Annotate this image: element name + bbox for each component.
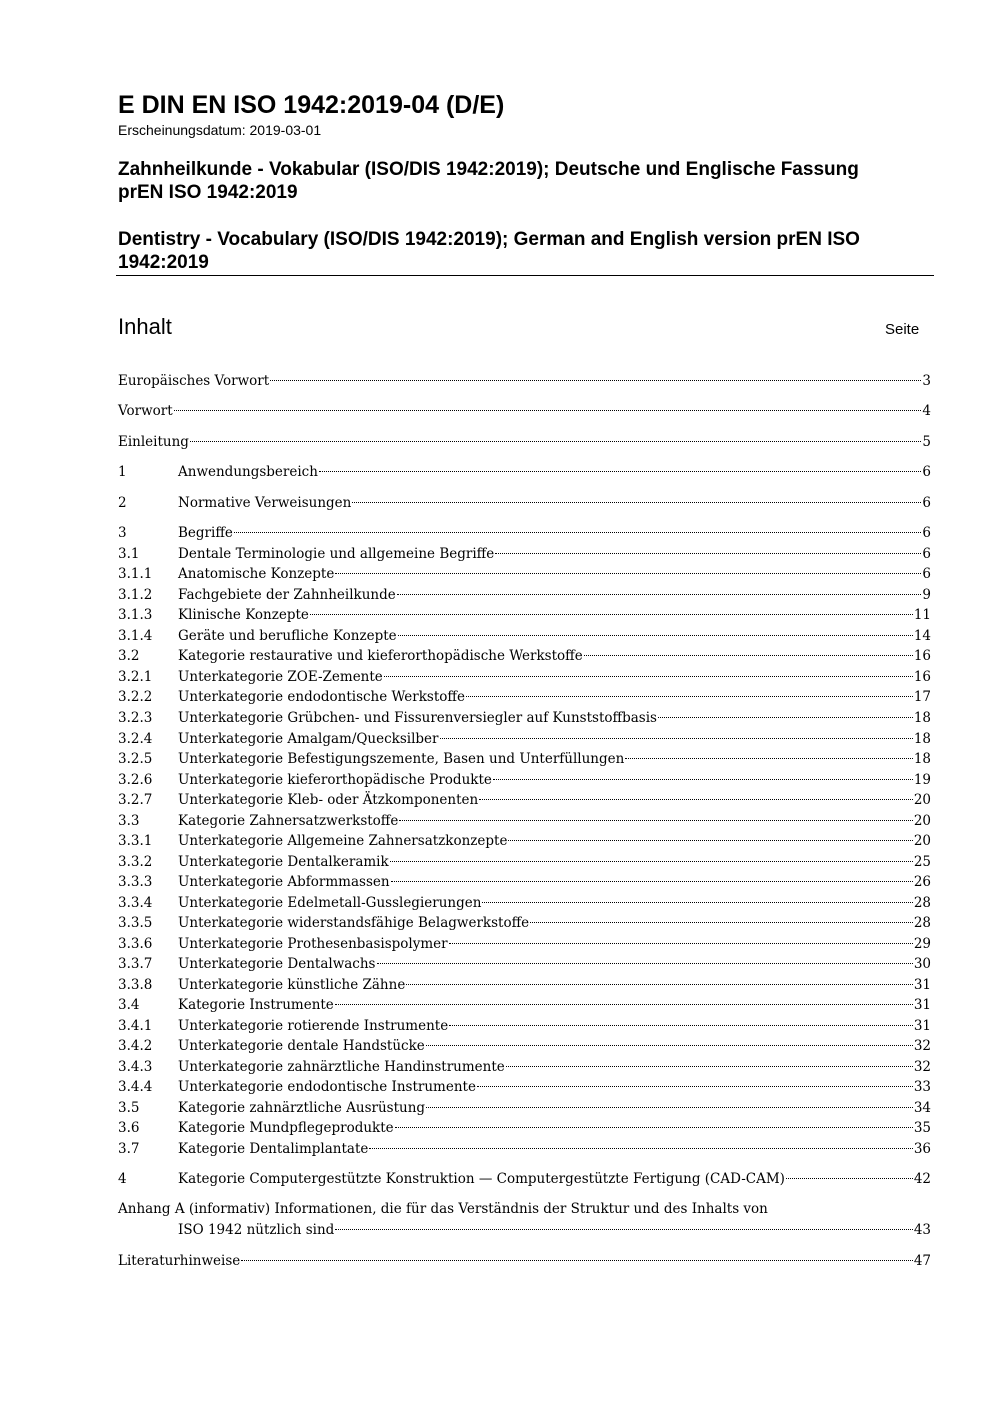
toc-entry-number: 3.3.6 (118, 936, 153, 952)
toc-entry-page: 26 (913, 874, 931, 890)
toc-entry-label: Unterkategorie ZOE-Zemente (178, 669, 383, 685)
leader-dots (426, 1045, 913, 1046)
toc-entry[interactable] (118, 1251, 931, 1271)
toc-entry-number: 3.1.3 (118, 607, 153, 623)
toc-entry[interactable] (118, 872, 931, 892)
toc-entry-label: Unterkategorie Prothesenbasispolymer (178, 936, 448, 952)
toc-entry-number: 3.3.7 (118, 956, 153, 972)
toc-entry-number: 3.1.1 (118, 566, 153, 582)
publication-date: Erscheinungsdatum: 2019-03-01 (118, 122, 322, 138)
toc-entry-number: 3.6 (118, 1120, 140, 1136)
toc-entry-number: 3.2.3 (118, 710, 153, 726)
toc-entry-page: 34 (913, 1100, 931, 1116)
toc-entry-page: 30 (913, 956, 931, 972)
toc-entry-page: 20 (913, 813, 931, 829)
toc-entry[interactable] (118, 811, 931, 831)
leader-dots (384, 676, 913, 677)
toc-entry-label: Kategorie zahnärztliche Ausrüstung (178, 1100, 426, 1116)
toc-entry-number: 3.4.1 (118, 1018, 153, 1034)
toc-entry-number: 3.3.8 (118, 977, 153, 993)
toc-entry-page: 28 (913, 915, 931, 931)
toc-heading: Inhalt (118, 314, 172, 339)
toc-entry-label: Unterkategorie Grübchen- und Fissurenversiegler auf Kunststoffbasis (178, 710, 657, 726)
toc-entry-number: 2 (118, 495, 127, 511)
toc-entry-page: 9 (922, 587, 931, 603)
toc-entry[interactable] (118, 646, 931, 666)
toc-entry-page: 5 (922, 434, 931, 450)
leader-dots (495, 553, 921, 554)
toc-entry[interactable] (118, 708, 931, 728)
toc-entry[interactable] (118, 1016, 931, 1036)
leader-dots (398, 635, 913, 636)
toc-entry-page: 11 (913, 607, 931, 623)
leader-dots (319, 471, 921, 472)
toc-entry-label: Unterkategorie künstliche Zähne (178, 977, 406, 993)
toc-entry-label: Unterkategorie Allgemeine Zahnersatzkonzepte (178, 833, 508, 849)
toc-entry-page: 47 (913, 1253, 931, 1269)
leader-dots (369, 1148, 912, 1149)
toc-entry-label: Klinische Konzepte (178, 607, 309, 623)
toc-entry-page: 29 (913, 936, 931, 952)
toc-entry[interactable] (118, 432, 931, 452)
toc-entry-label: Kategorie Dentalimplantate (178, 1141, 369, 1157)
toc-entry-label: Kategorie Zahnersatzwerkstoffe (178, 813, 399, 829)
toc-entry-number: 3.7 (118, 1141, 140, 1157)
leader-dots (310, 614, 913, 615)
toc-entry-label: ISO 1942 nützlich sind (178, 1222, 335, 1238)
toc-entry-number: 3.5 (118, 1100, 140, 1116)
leader-dots (391, 881, 913, 882)
toc-entry[interactable] (118, 1118, 931, 1138)
leader-dots (335, 1229, 913, 1230)
toc-entry-number: 3.4.3 (118, 1059, 153, 1075)
toc-entry-page: 14 (913, 628, 931, 644)
leader-dots (335, 573, 921, 574)
toc-entry[interactable] (118, 462, 931, 482)
toc-entry[interactable] (118, 893, 931, 913)
toc-entry-label: Normative Verweisungen (178, 495, 352, 511)
leader-dots (270, 380, 921, 381)
leader-dots (190, 441, 921, 442)
leader-dots (397, 594, 922, 595)
toc-entry[interactable] (118, 729, 931, 749)
toc-entry[interactable] (118, 995, 931, 1015)
leader-dots (786, 1178, 913, 1179)
toc-entry-number: 3.3 (118, 813, 140, 829)
toc-entry[interactable] (118, 687, 931, 707)
toc-entry-number: 3.3.3 (118, 874, 153, 890)
toc-entry-label: Begriffe (178, 525, 233, 541)
leader-dots (584, 655, 913, 656)
leader-dots (482, 902, 912, 903)
toc-entry-label: Kategorie restaurative und kieferorthopädische Werkstoffe (178, 648, 583, 664)
toc-entry-number: 3.4 (118, 997, 140, 1013)
toc-entry[interactable] (118, 852, 931, 872)
leader-dots (479, 799, 913, 800)
toc-entry-label: Unterkategorie Befestigungszemente, Basen und Unterfüllungen (178, 751, 625, 767)
toc-entry-number: 4 (118, 1171, 127, 1187)
leader-dots (625, 758, 912, 759)
toc-entry[interactable] (118, 401, 931, 421)
toc-entry-page: 17 (913, 689, 931, 705)
toc-entry[interactable] (118, 493, 931, 513)
toc-entry[interactable] (118, 954, 931, 974)
toc-entry-label: Unterkategorie endodontische Werkstoffe (178, 689, 465, 705)
toc-entry-label: Einleitung (118, 434, 189, 450)
toc-entry-page: 6 (922, 525, 931, 541)
toc-entry-label: Anatomische Konzepte (178, 566, 335, 582)
toc-entry[interactable] (118, 667, 931, 687)
toc-entry-number: 3.2.7 (118, 792, 153, 808)
toc-entry-number: 3.2.1 (118, 669, 153, 685)
leader-dots (493, 779, 913, 780)
toc-entry[interactable] (118, 371, 931, 391)
toc-entry-number: 3.3.5 (118, 915, 153, 931)
leader-dots (530, 922, 913, 923)
toc-entry-number: 3.2.2 (118, 689, 153, 705)
toc-entry[interactable] (118, 831, 931, 851)
toc-entry-number: 3.3.1 (118, 833, 153, 849)
toc-entry-label: Unterkategorie dentale Handstücke (178, 1038, 425, 1054)
page-column-label: Seite (885, 321, 920, 338)
toc-entry[interactable] (118, 1220, 931, 1240)
toc-entry-page: 6 (922, 546, 931, 562)
toc-entry-number: 3.3.4 (118, 895, 153, 911)
toc-entry[interactable] (118, 1169, 931, 1189)
toc-entry[interactable] (118, 1057, 931, 1077)
toc-entry-page: 43 (913, 1222, 931, 1238)
toc-entry-page: 6 (922, 464, 931, 480)
toc-entry-page: 36 (913, 1141, 931, 1157)
toc-entry-page: 3 (922, 373, 931, 389)
german-title (118, 158, 918, 204)
leader-dots (377, 963, 913, 964)
toc-entry-label: Unterkategorie Amalgam/Quecksilber (178, 731, 439, 747)
toc-entry-page: 25 (913, 854, 931, 870)
leader-dots (335, 1004, 913, 1005)
leader-dots (508, 840, 912, 841)
toc-entry-number: 3.2.6 (118, 772, 153, 788)
toc-entry-label: Fachgebiete der Zahnheilkunde (178, 587, 396, 603)
annex-a-title[interactable]: Anhang A (informativ) Informationen, die für das Verständnis der Struktur und des Inhalts von (118, 1201, 768, 1217)
toc-entry[interactable] (118, 975, 931, 995)
title-divider (116, 275, 934, 276)
toc-entry[interactable] (118, 790, 931, 810)
toc-entry-number: 3 (118, 525, 127, 541)
leader-dots (658, 717, 913, 718)
toc-entry-number: 3.2.5 (118, 751, 153, 767)
toc-entry[interactable] (118, 585, 931, 605)
toc-entry-number: 3.2.4 (118, 731, 153, 747)
leader-dots (466, 696, 913, 697)
toc-entry-label: Kategorie Computergestützte Konstruktion — Computergestützte Fertigung (CAD-CAM) (178, 1171, 785, 1187)
toc-entry-page: 31 (913, 977, 931, 993)
toc-entry-page: 18 (913, 731, 931, 747)
leader-dots (390, 861, 913, 862)
toc-entry-page: 6 (922, 495, 931, 511)
toc-entry-page: 4 (922, 403, 931, 419)
toc-entry-label: Unterkategorie endodontische Instrumente (178, 1079, 476, 1095)
toc-entry-page: 32 (913, 1038, 931, 1054)
english-title-line-2: 1942:2019 (118, 252, 209, 273)
toc-entry-number: 3.1 (118, 546, 140, 562)
toc-entry-number: 3.1.4 (118, 628, 153, 644)
toc-entry-label: Unterkategorie Dentalkeramik (178, 854, 389, 870)
toc-entry-label: Literaturhinweise (118, 1253, 241, 1269)
german-title-line-1: Zahnheilkunde - Vokabular (ISO/DIS 1942:2019); Deutsche und Englische Fassung (118, 159, 859, 180)
toc-entry-label: Unterkategorie widerstandsfähige Belagwerkstoffe (178, 915, 530, 931)
leader-dots (406, 984, 913, 985)
toc-entry-page: 6 (922, 566, 931, 582)
toc-entry-number: 3.4.4 (118, 1079, 153, 1095)
toc-entry-number: 3.3.2 (118, 854, 153, 870)
leader-dots (395, 1127, 913, 1128)
toc-entry-label: Kategorie Mundpflegeprodukte (178, 1120, 394, 1136)
leader-dots (426, 1107, 913, 1108)
toc-entry-label: Europäisches Vorwort (118, 373, 270, 389)
leader-dots (174, 410, 922, 411)
toc-entry-label: Unterkategorie Dentalwachs (178, 956, 376, 972)
toc-entry-page: 31 (913, 1018, 931, 1034)
english-title-line-1: Dentistry - Vocabulary (ISO/DIS 1942:2019); German and English version prEN ISO (118, 229, 860, 250)
toc-entry-page: 19 (913, 772, 931, 788)
toc-entry-page: 28 (913, 895, 931, 911)
toc-entry-label: Unterkategorie Kleb- oder Ätzkomponenten (178, 792, 479, 808)
leader-dots (449, 943, 913, 944)
toc-entry-label: Vorwort (118, 403, 173, 419)
toc-entry[interactable] (118, 523, 931, 543)
leader-dots (399, 820, 912, 821)
toc-entry-page: 16 (913, 669, 931, 685)
toc-entry[interactable] (118, 1036, 931, 1056)
toc-entry[interactable] (118, 1139, 931, 1159)
toc-entry-number: 3.1.2 (118, 587, 153, 603)
toc-entry-page: 20 (913, 792, 931, 808)
toc-entry-number: 3.4.2 (118, 1038, 153, 1054)
toc-entry-number: 1 (118, 464, 127, 480)
toc-entry-label: Unterkategorie Abformmassen (178, 874, 390, 890)
toc-entry[interactable] (118, 544, 931, 564)
toc-entry-label: Anwendungsbereich (178, 464, 318, 480)
leader-dots (241, 1260, 913, 1261)
toc-entry-page: 18 (913, 751, 931, 767)
toc-entry-page: 42 (913, 1171, 931, 1187)
toc-entry[interactable] (118, 770, 931, 790)
toc-entry-label: Unterkategorie rotierende Instrumente (178, 1018, 449, 1034)
toc-entry[interactable] (118, 605, 931, 625)
toc-entry[interactable] (118, 913, 931, 933)
english-title (118, 228, 918, 274)
toc-entry-page: 35 (913, 1120, 931, 1136)
german-title-line-2: prEN ISO 1942:2019 (118, 182, 298, 203)
toc-entry[interactable] (118, 1098, 931, 1118)
toc-entry-page: 18 (913, 710, 931, 726)
leader-dots (440, 738, 913, 739)
toc-entry-label: Unterkategorie zahnärztliche Handinstrumente (178, 1059, 505, 1075)
document-title: E DIN EN ISO 1942:2019-04 (D/E) (118, 91, 505, 119)
toc-entry-page: 31 (913, 997, 931, 1013)
toc-entry[interactable] (118, 749, 931, 769)
toc-entry-page: 20 (913, 833, 931, 849)
toc-entry[interactable] (118, 564, 931, 584)
toc-entry-label: Unterkategorie Edelmetall-Gusslegierungen (178, 895, 482, 911)
leader-dots (352, 502, 921, 503)
toc-entry[interactable] (118, 1077, 931, 1097)
toc-entry-label: Dentale Terminologie und allgemeine Begriffe (178, 546, 495, 562)
leader-dots (477, 1086, 913, 1087)
toc-entry-page: 33 (913, 1079, 931, 1095)
leader-dots (234, 532, 922, 533)
toc-entry-label: Unterkategorie kieferorthopädische Produkte (178, 772, 492, 788)
toc-entry-page: 32 (913, 1059, 931, 1075)
toc-entry-page: 16 (913, 648, 931, 664)
leader-dots (506, 1066, 913, 1067)
toc-entry[interactable] (118, 626, 931, 646)
toc-entry-label: Geräte und berufliche Konzepte (178, 628, 397, 644)
toc-entry-number: 3.2 (118, 648, 140, 664)
toc-entry-label: Kategorie Instrumente (178, 997, 334, 1013)
leader-dots (449, 1025, 913, 1026)
toc-entry[interactable] (118, 934, 931, 954)
